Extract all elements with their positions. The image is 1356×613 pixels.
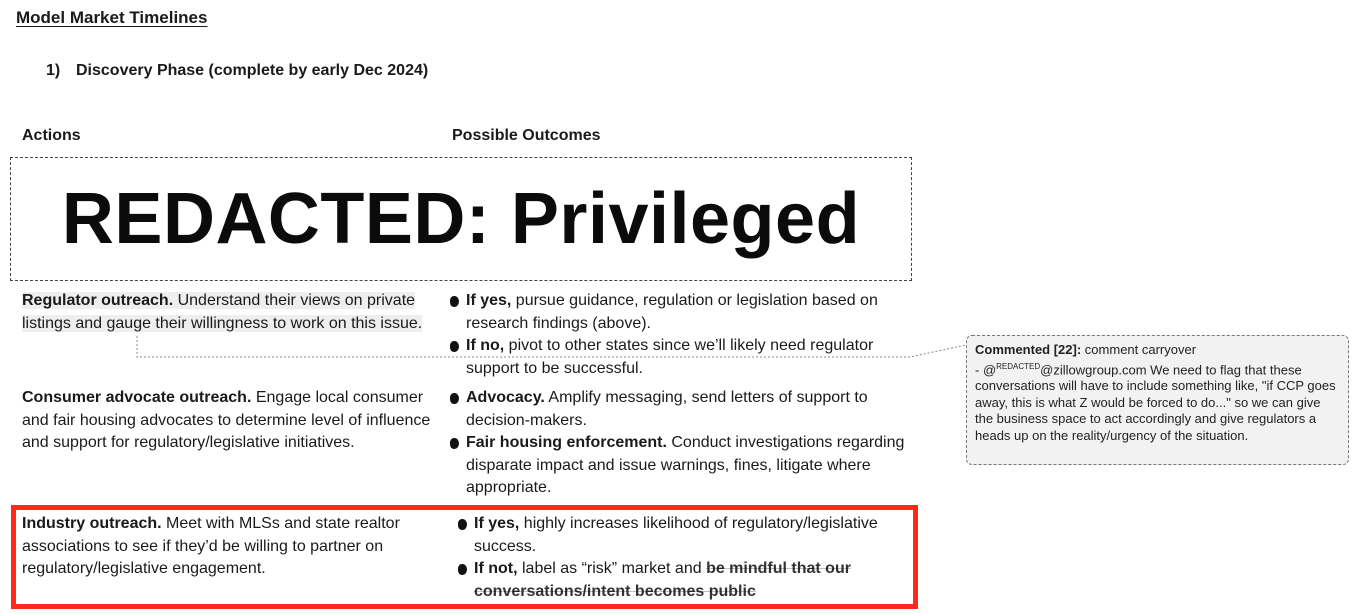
outcome-text: label as “risk” market and <box>517 560 707 577</box>
bullet-icon <box>450 341 459 352</box>
outcome-bold: Fair housing enforcement. <box>466 434 667 451</box>
outcome-text: pursue guidance, regulation or legislation based on research findings (above). <box>466 292 878 332</box>
bullet-icon <box>450 296 459 307</box>
action-bold: Regulator outreach. <box>22 292 174 309</box>
action-text: Engage local consumer and fair housing advocates to determine level of influence and support for regulatory/legislative initiatives. <box>22 389 431 451</box>
bullet-icon <box>450 438 459 449</box>
outcome-text: highly increases likelihood of regulatory/legislative success. <box>474 515 878 555</box>
phase-number: 1) <box>46 62 61 79</box>
comment-header-rest: comment carryover <box>1081 342 1197 357</box>
action-bold: Consumer advocate outreach. <box>22 389 252 406</box>
outcome-text: pivot to other states since we’ll likely need regulator support to be successful. <box>466 337 874 377</box>
red-highlight-box <box>11 505 918 609</box>
outcome-tail-text: be mindful that our conversations/intent becomes public <box>474 560 851 600</box>
outcome-text: Amplify messaging, send letters of support to decision-makers. <box>466 389 868 429</box>
comment-body: @zillowgroup.com We need to flag that these conversations will have to include something like, "if CCP goes away, this is what Z would be forced to do..." so we can give the business space to act accordingly and give regulators a heads up on the reality/urgency of the situation. <box>975 361 1336 443</box>
phase-title: Discovery Phase (complete by early Dec 2024) <box>76 62 429 79</box>
outcomes-list <box>448 387 908 500</box>
action-text: Meet with MLSs and state realtor associations to see if they’d be willing to partner on regulatory/legislative engagement. <box>22 515 400 577</box>
outcome-text: Conduct investigations regarding disparate impact and issue warnings, fines, litigate where appropriate. <box>466 434 905 496</box>
list-item <box>448 290 908 335</box>
column-header-outcomes: Possible Outcomes <box>452 127 601 144</box>
list-item <box>448 387 908 432</box>
bullet-icon <box>450 393 459 404</box>
comment-bubble[interactable] <box>966 335 1349 465</box>
outcome-bold: If yes, <box>474 515 520 532</box>
document-title: Model Market Timelines <box>16 8 208 27</box>
list-item <box>448 335 908 380</box>
outcomes-list <box>448 290 908 380</box>
outcome-bold: If yes, <box>466 292 512 309</box>
comment-line-prefix: - @ <box>975 361 997 377</box>
outcome-bold: If no, <box>466 337 505 354</box>
outcome-bold: If not, <box>474 560 518 577</box>
redacted-label: REDACTED: Privileged <box>61 179 861 259</box>
redacted-block <box>10 157 912 281</box>
action-text: Understand their views on private listings and gauge their willingness to work on this issue. <box>22 292 423 332</box>
outcome-bold: Advocacy. <box>466 389 545 406</box>
action-cell <box>22 290 442 335</box>
action-cell <box>22 387 442 455</box>
comment-header: Commented [22]: <box>975 342 1082 357</box>
comment-anchor-text[interactable] <box>22 292 422 332</box>
comment-redacted-mark: REDACTED <box>996 361 1041 371</box>
action-bold: Industry outreach. <box>22 515 162 532</box>
list-item <box>448 432 908 500</box>
phase-heading <box>46 62 428 80</box>
column-header-actions: Actions <box>22 127 81 144</box>
